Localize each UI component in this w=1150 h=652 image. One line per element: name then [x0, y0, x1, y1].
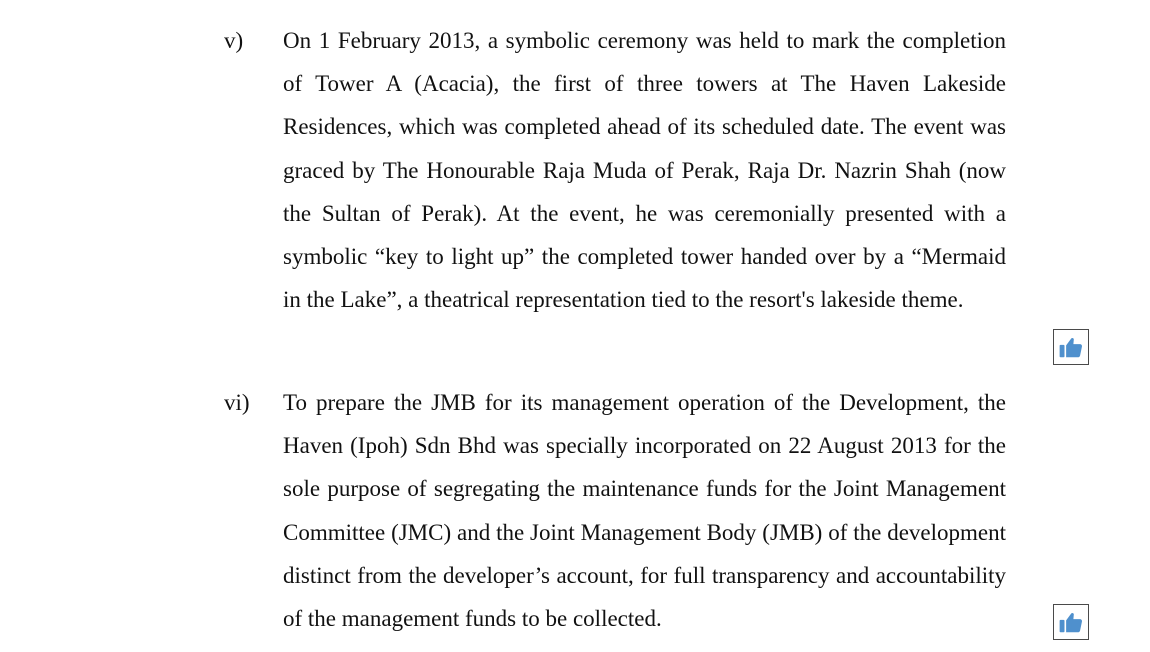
thumbs-up-icon — [1058, 609, 1084, 635]
paragraph-text: On 1 February 2013, a symbolic ceremony was held to mark the completion of Tower A (Acacia), the first of three towers at The Haven Lakeside Residences, which was completed ahead of its scheduled date. The event was graced by The Honourable Raja Muda of Perak, Raja Dr. Nazrin Shah (now the Sultan of Perak). At the event, he was ceremonially presented with a symbolic “key to light up” the completed tower handed over by a “Mermaid in the Lake”, a theatrical representation tied to the resort's lakeside theme. — [283, 28, 1006, 313]
list-marker: v) — [224, 28, 244, 53]
list-marker: vi) — [224, 390, 250, 415]
thumbs-up-icon — [1058, 334, 1084, 360]
like-button[interactable] — [1053, 604, 1089, 640]
paragraph-text: To prepare the JMB for its management operation of the Development, the Haven (Ipoh) Sdn Bhd was specially incorporated on 22 August 2013 for the sole purpose of segregating the maintenance funds for the Joint Management Committee (JMC) and the Joint Management Body (JMB) of the development distinct from the developer’s account, for full transparency and accountability of the management funds to be collected. — [283, 390, 1006, 632]
like-button[interactable] — [1053, 329, 1089, 365]
